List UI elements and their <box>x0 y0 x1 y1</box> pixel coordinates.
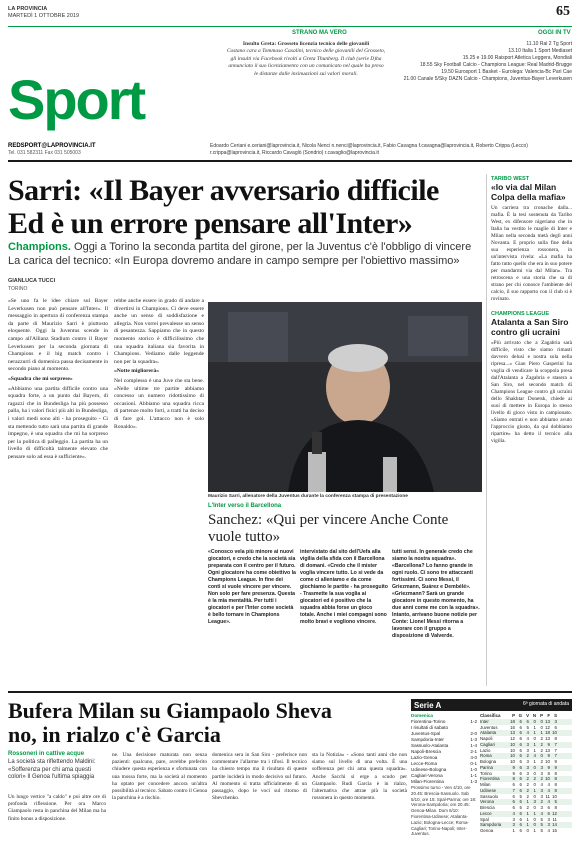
table-cell: 10 <box>545 776 550 782</box>
table-cell: 1 <box>533 747 536 753</box>
table-cell: 0 <box>533 770 536 776</box>
table-cell: 4 <box>526 730 529 736</box>
table-cell: 0 <box>533 816 536 822</box>
tv-list <box>388 41 572 83</box>
contact-tel: Tel. 031 582311 Fax 031 505003 <box>8 150 81 156</box>
main-headline <box>8 174 478 240</box>
match-score: 0-1 <box>470 761 477 766</box>
subheading: «Squadra che mi sorprese» <box>8 375 73 382</box>
table-header-cell: V <box>526 713 529 718</box>
table-cell: 4 <box>547 787 550 793</box>
table-cell: 6 <box>519 718 522 724</box>
paragraph: rebbe anche essere in grado di andare a divertirsi in Champions. Ci deve essere anche un senso di soddisfazione e allegria. Non vorrei prevalesse un senso di pesantezza. Sappiamo che in questo momento storico è difficilissimo che una squadra italiana sia favorita in Champions. Vediamo dalle leggende non per la squadra». <box>114 298 204 365</box>
match-name: Napoli-Brescia <box>411 749 441 754</box>
table-header-cell: S <box>554 713 557 718</box>
table-cell: 6 <box>519 736 522 741</box>
table-cell: 6 <box>512 799 515 805</box>
table-cell: 1 <box>533 759 536 764</box>
table-cell: 3 <box>540 787 543 793</box>
table-cell: 10 <box>552 730 557 736</box>
table-cell: 6 <box>512 793 515 799</box>
table-cell: 6 <box>519 810 522 816</box>
table-cell: 3 <box>526 747 529 753</box>
table-cell: 8 <box>554 776 557 782</box>
sub-lead: Champions. <box>8 241 71 253</box>
table-cell: 3 <box>540 805 543 810</box>
sidebar-tag: CHAMPIONS LEAGUE <box>491 311 550 317</box>
table-cell: 5 <box>519 805 522 810</box>
table-cell: 1 <box>533 828 536 833</box>
table-cell: 2 <box>526 753 529 759</box>
match-score: 1-2 <box>470 719 477 724</box>
sidebar-tag: TARIBO WEST <box>491 176 530 182</box>
team-name: Lazio <box>480 747 491 753</box>
bottom-divider <box>8 691 572 693</box>
table-cell: 3 <box>554 718 557 724</box>
milan-subheadline: La società sta riflettendo Maldini: «Sofferenza per chi ama questi colori» Il Genoa l'ultima spiaggia <box>8 759 96 780</box>
results-list <box>411 713 477 837</box>
team-name: Lecce <box>480 810 492 816</box>
match-name: Udinese-Bologna <box>411 767 447 772</box>
sidebar-title: «Io via dal Milan Colpa della mafia» <box>491 182 566 202</box>
table-cell: 13 <box>545 736 550 741</box>
insulto-title: Insulto Greta: Grosseto licenzia tecnico delle giovanili <box>242 41 370 47</box>
table-cell: 6 <box>519 764 522 770</box>
table-cell: 3 <box>540 770 543 776</box>
table-cell: 1 <box>540 730 543 736</box>
table-cell: 6 <box>512 805 515 810</box>
team-name: Milan <box>480 782 491 787</box>
table-cell: 18 <box>510 718 515 724</box>
team-name: Atalanta <box>480 730 497 736</box>
sub-text: Oggi a Torino la seconda partita del girone, per la Juventus c'è l'obbligo di vincere <box>74 241 472 253</box>
table-cell: 1 <box>526 816 529 822</box>
table-cell: 6 <box>519 776 522 782</box>
table-cell: 6 <box>519 730 522 736</box>
table-cell: 4 <box>533 753 536 759</box>
table-cell: 0 <box>533 764 536 770</box>
match-name: Sassuolo-Atalanta <box>411 743 449 748</box>
tv-item: 19.50 Eurosport 1 Basket - Eurolega: Valencia-Bc Pari Cae <box>441 69 572 75</box>
main-subheadline <box>8 240 478 268</box>
team-name: Udinese <box>480 787 497 793</box>
masthead <box>8 6 79 20</box>
table-cell: 2 <box>526 782 529 787</box>
article-column-1 <box>8 298 108 686</box>
inter-column-1: «Conosco vela più minore ai nuovi giocatori, e credo che la società sia preparata con il centro per il futuro. Ogni giocatore ha come obiettivo la Champions League. In fine dei conti si vuole vincere per vincere. Non solo per fare presenza. Questa è la mia mentalità. Per tutti i giocatori e per l'Inter come società è bello tornare in Champions League». <box>208 549 296 625</box>
table-header-cell: F <box>547 713 550 718</box>
match-score: 2-1 <box>470 749 477 754</box>
table-cell: 7 <box>554 741 557 747</box>
insulto-box <box>226 41 386 78</box>
table-cell: 10 <box>510 747 515 753</box>
table-cell: 5 <box>526 724 529 730</box>
table-cell: 0 <box>526 828 529 833</box>
table-cell: 6 <box>547 810 550 816</box>
sidebar <box>486 174 572 686</box>
contact-email[interactable]: REDSPORT@LAPROVINCIA.IT <box>8 143 96 149</box>
table-cell: 3 <box>526 770 529 776</box>
table-cell: 1 <box>526 799 529 805</box>
table-cell: 9 <box>547 741 550 747</box>
table-cell: 4 <box>547 782 550 787</box>
table-cell: 3 <box>526 741 529 747</box>
match-name: I risultati di sabato <box>411 725 449 730</box>
table-cell: 1 <box>526 810 529 816</box>
table-cell: 2 <box>540 776 543 782</box>
headline-line-2: Ed è un errore pensare all'Inter» <box>8 207 413 240</box>
staff-credits: Edoardo Ceriani e.ceriani@laprovincia.it, Nicola Nenci n.nenci@laprovincia.it, Fabio Cavagna f.cavagna@laprovincia.it, Roberto Crippa (Lecco) r.crippa@laprovincia.it, Riccardo Cavaglò (Sondrio) r.cavaglio@laprovincia.it <box>210 143 528 156</box>
table-cell: 8 <box>554 805 557 810</box>
table-cell: 4 <box>512 810 515 816</box>
tv-item: 13.10 Italia 1 Sport Mediaset <box>508 48 572 54</box>
table-cell: 6 <box>547 805 550 810</box>
dateline: TORINO <box>8 286 28 292</box>
team-name: Genoa <box>480 828 494 833</box>
section-title: Sport <box>8 68 145 131</box>
table-cell: 6 <box>519 828 522 833</box>
match-score: 1-3 <box>470 779 477 784</box>
sidebar-text: «Più arrivato che a Zagabria sarà difficile, visto che siamo rimasti davvero delusi e nostra sola nella ripresa...» Gian Piero Gasperini ha voglia di vendicare la scoppola presa dall'Atalanta a Zagabria e stasera a San Siro, nel secondo match di Champions League contro gli ucraini dello Shakhtar Donetsk, chiede ai suoi di mettere in Europa lo stesso livello di gioco visto in campionato. «Siamo entrati e non abbiamo avuto l'approccio giusto, da qui dobbiamo ripartire» ha detto il tecnico alla vigilia. <box>491 340 572 444</box>
table-cell: 16 <box>510 724 515 730</box>
match-score: 1-4 <box>470 743 477 748</box>
inter-column-3: tutti sensi. In generale credo che siamo la nostra squadra». «Barcellona? Lo fanno grande in ogni ruolo. Ci sono tre attaccanti fortissimi. Ci sono Messi, il Griezmann, Suárez e Dembélé». «Griezmann? Sarà un grande giocatore in questo momento, ha due anni come me con la squadra». Intanto, arrivano buone notizie per Conte: Lionel Messi ritorna a lavorare con il gruppo a disposizione di Valverde. <box>392 549 480 639</box>
table-cell: 0 <box>540 718 543 724</box>
tv-item: 21.00 Canale 5/Sky DAZN Calcio - Champions, Juventus-Bayer Leverkusen <box>403 76 572 82</box>
table-cell: 9 <box>512 770 515 776</box>
table-cell: 8 <box>554 782 557 787</box>
table-cell: 5 <box>540 828 543 833</box>
table-header-cell: Classifica <box>480 713 501 718</box>
sidebar-title: Atalanta a San Siro contro gli ucraini <box>491 317 569 337</box>
table-cell: 12 <box>545 724 550 730</box>
paragraph: «Abbiamo una partita difficile contro una squadra forte, a un punto dal Bayern, di ragazzi che in Bundesliga ha più possesso palla, ha i valori fisici più alti in Bundesliga, i valori medi sono alti - ha proseguito - Ci sta mettendo tutto sarà una partita di grande impegno, è una squadra che mi ha sorpreso per la politica di palleggio. La partita ha un livello di difficoltà talmente elevato che pensare solo ad essa è sufficiente». <box>8 385 108 460</box>
insulto-text: Costano cara a Tommaso Casalini, tecnico delle giovanili del Grosseto, gli insulti via Facebook rivolti a Greta Thunberg. Il club (serie D)ha annunciato il suo licenziamento con un comunicato nel quale ha preso le distanze dalle insinuazioni sui valori morali. <box>226 48 386 77</box>
paper-name: LA PROVINCIA <box>8 6 48 12</box>
table-cell: 9 <box>547 753 550 759</box>
press-conference-image <box>208 302 482 492</box>
table-cell: 4 <box>526 736 529 741</box>
contacts <box>8 143 96 157</box>
table-cell: 8 <box>554 787 557 793</box>
inter-column-2: intervistato dal sito dell'Uefa alla vigilia della sfida con il Barcellona di domani. «Credo che il mister voglia vincere tutto. Lo si vede da come ci alleniamo e da come giochiamo le partite - ha proseguito - Trasmette la sua voglia ai giocatori ed è positivo che la squadra abbia forse un gioco totale. Anche i miei compagni sono molto bravi e vogliono vincere. <box>300 549 388 625</box>
table-header-cell: N <box>532 713 536 718</box>
team-name: Parma <box>480 764 493 770</box>
team-name: Cagliari <box>480 741 495 747</box>
table-cell: 7 <box>512 787 515 793</box>
table-cell: 2 <box>526 776 529 782</box>
table-cell: 2 <box>526 787 529 793</box>
table-cell: 2 <box>540 741 543 747</box>
table-cell: 6 <box>519 799 522 805</box>
team-name: Bologna <box>480 759 497 764</box>
team-name: Brescia <box>480 805 495 810</box>
table-cell: 7 <box>554 753 557 759</box>
table-cell: 6 <box>519 787 522 793</box>
milan-column-2: ne. Una decisione maturata non senza pazienti: qualcuno, pare, avrebbe preferito chiudere questa esperienza e sfortunata con una mossa forte, ma la società al momento ha optato per concedere ancora un'altra possibilità al tecnico. Sabato contro il Genoa la panchina è a rischio. <box>112 752 207 802</box>
table-cell: 8 <box>554 736 557 741</box>
team-name: Sampdoria <box>480 822 502 828</box>
table-cell: 9 <box>547 764 550 770</box>
table-cell: 1 <box>533 730 536 736</box>
table-cell: 0 <box>533 793 536 799</box>
table-cell: 0 <box>533 736 536 741</box>
match-name: Fiorentina-Torino <box>411 719 446 724</box>
inter-tag: L'Inter verso il Barcellona <box>208 503 282 509</box>
table-cell: 18 <box>545 730 550 736</box>
sidebar-text: Un carriera tra cronache dalla... mafia. È la tesi sostenuta da Taribo West, ex difensore nigeriano che in Italia ha vestito le maglie di Inter e Milan nella seconda metà degli anni Novanta. E proprio sulla fine della sua esperienza rossonera, in un'intervista rivela: «La mafia ha fatto tutto quello che era in suo potere per mandarmi via dal Milan». Tra retroscena e una storia che sa di strano per chi conosce l'ambiente del calcio, il suo rapporto con il club si è rovinato. <box>491 205 572 302</box>
table-cell: 4 <box>547 799 550 805</box>
match-score: 1-3 <box>470 737 477 742</box>
table-cell: 2 <box>526 805 529 810</box>
table-cell: 5 <box>540 816 543 822</box>
serie-a-title: Serie A <box>414 701 442 710</box>
table-cell: 13 <box>545 718 550 724</box>
match-name: Juventus-Spal <box>411 731 441 736</box>
subheading: «Notte migliorerà» <box>114 368 160 375</box>
standings-table <box>480 713 572 837</box>
table-cell: 5 <box>519 793 522 799</box>
table-header-cell: G <box>518 713 522 718</box>
match-name: Cagliari-Verona <box>411 773 443 778</box>
table-cell: 3 <box>547 822 550 828</box>
author: GIANLUCA TUCCI <box>8 278 56 284</box>
table-cell: 0 <box>533 718 536 724</box>
table-cell: 6 <box>519 747 522 753</box>
table-cell: 6 <box>519 782 522 787</box>
table-cell: 6 <box>519 741 522 747</box>
table-cell: 1 <box>526 822 529 828</box>
milan-column-3: domenica sera in San Siro - preferisce non commentare l'allarme tra i tifosi. Il tecnico ha chiesto tempo ma il risultato di queste partite inciderà in modo decisivo sul futuro. Al momento si tratta ufficialmente di un passaggio, dopo le voci sul ritorno di Shevchenko. <box>212 752 307 802</box>
team-name: Juventus <box>480 724 498 730</box>
table-cell: 8 <box>554 770 557 776</box>
sub-text-2: La carica del tecnico: «In Europa dovremo andare in campo sempre per l'obiettivo massimo» <box>8 255 460 267</box>
match-name: Lazio-Genoa <box>411 755 438 760</box>
table-cell: 0 <box>540 724 543 730</box>
table-cell: 15 <box>552 828 557 833</box>
milan-column-1: Un lungo vertice "a caldo" e poi altre ore di profonda riflessione. Per ora Marco Giampaolo resta in panchina del Milan ma ha finito bonus a disposizione. <box>8 794 106 822</box>
table-cell: 0 <box>540 753 543 759</box>
team-name: Fiorentina <box>480 776 500 782</box>
tv-item: 15.25 e 19.00 Raisport Atletica Leggera, Mondiali <box>462 55 572 61</box>
serie-a-header <box>411 699 572 711</box>
table-cell: 11 <box>552 816 557 822</box>
table-cell: 4 <box>540 782 543 787</box>
table-cell: 2 <box>540 759 543 764</box>
serie-a-box <box>411 699 572 845</box>
match-score: 2-0 <box>470 731 477 736</box>
team-name: Napoli <box>480 736 493 741</box>
table-cell: 6 <box>519 753 522 759</box>
table-cell: 6 <box>519 759 522 764</box>
table-cell: 1 <box>533 724 536 730</box>
sarri-photo <box>208 302 482 492</box>
table-cell: 12 <box>510 736 515 741</box>
team-name: Roma <box>480 753 492 759</box>
article-column-2 <box>114 298 204 686</box>
table-cell: 1 <box>512 828 515 833</box>
tv-item: 11.10 Rai 2 Tg Sport <box>526 41 572 47</box>
headline-line-1: Sarri: «Il Bayer avversario difficile <box>8 174 439 207</box>
table-cell: 6 <box>554 724 557 730</box>
match-name: Lecce-Roma <box>411 761 438 766</box>
table-cell: 4 <box>540 810 543 816</box>
table-cell: 6 <box>512 782 515 787</box>
table-cell: 3 <box>526 764 529 770</box>
table-header-cell: P <box>540 713 543 718</box>
table-cell: 3 <box>512 816 515 822</box>
team-name: Spal <box>480 816 489 822</box>
table-cell: 10 <box>510 753 515 759</box>
table-header-cell: P <box>512 713 515 718</box>
team-name: Torino <box>480 770 492 776</box>
milan-headline: Bufera Milan su Giampaolo Sheva no, in rialzo c'è Garcia <box>8 698 332 747</box>
table-cell: 3 <box>533 799 536 805</box>
table-cell: 0 <box>533 782 536 787</box>
table-cell: 6 <box>519 770 522 776</box>
table-cell: 2 <box>526 793 529 799</box>
serie-a-round: 6ª giornata di andata <box>522 701 569 707</box>
table-cell: 9 <box>512 764 515 770</box>
results-heading: Domenica <box>411 713 433 718</box>
header-divider <box>8 26 572 27</box>
table-cell: 0 <box>533 805 536 810</box>
table-cell: 3 <box>540 764 543 770</box>
issue-date: MARTEDÌ 1 OTTOBRE 2019 <box>8 13 80 19</box>
table-cell: 10 <box>510 759 515 764</box>
match-score: 4-0 <box>470 755 477 760</box>
table-row <box>480 828 572 834</box>
table-cell: 10 <box>545 759 550 764</box>
table-cell: 10 <box>552 793 557 799</box>
inter-headline: Sanchez: «Qui per vincere Anche Conte vuole tutto» <box>208 512 449 545</box>
milan-tag: Rossoneri in cattive acque <box>8 751 85 757</box>
table-cell: 7 <box>554 747 557 753</box>
table-cell: 2 <box>540 736 543 741</box>
table-cell: 6 <box>519 724 522 730</box>
match-name: Milan-Fiorentina <box>411 779 444 784</box>
table-cell: 13 <box>510 730 515 736</box>
match-name: Sampdoria-Inter <box>411 737 444 742</box>
oggi-tag: OGGI IN TV <box>538 30 571 36</box>
table-cell: 5 <box>554 799 557 805</box>
table-cell: 8 <box>512 776 515 782</box>
table-cell: 9 <box>554 759 557 764</box>
table-cell: 9 <box>554 764 557 770</box>
match-score: 1-1 <box>470 773 477 778</box>
match-score: 1-0 <box>470 767 477 772</box>
credits-divider <box>8 160 572 162</box>
photo-caption: Maurizio Sarri, allenatore della Juventus durante la conferenza stampa di presentazione <box>208 494 408 499</box>
table-cell: 10 <box>510 741 515 747</box>
team-name: Sassuolo <box>480 793 499 799</box>
table-cell: 1 <box>533 741 536 747</box>
table-cell: 0 <box>533 822 536 828</box>
table-cell: 5 <box>540 822 543 828</box>
table-cell: 13 <box>545 747 550 753</box>
tv-item: 18.55 Sky Football Calcio - Champions League: Real Madrid-Brugge <box>419 62 572 68</box>
table-cell: 14 <box>552 822 557 828</box>
strano-tag: STRANO MA VERO <box>292 30 347 36</box>
table-cell: 6 <box>526 718 529 724</box>
table-cell: 3 <box>526 759 529 764</box>
table-cell: 2 <box>540 799 543 805</box>
team-name: Verona <box>480 799 494 805</box>
table-cell: 11 <box>545 793 550 799</box>
table-cell: 1 <box>533 787 536 793</box>
team-name: Inter <box>480 718 489 724</box>
table-cell: 6 <box>519 816 522 822</box>
table-cell: 1 <box>533 810 536 816</box>
table-cell: 4 <box>547 828 550 833</box>
table-cell: 3 <box>547 816 550 822</box>
table-cell: 12 <box>552 810 557 816</box>
table-cell: 6 <box>519 822 522 828</box>
table-cell: 2 <box>533 776 536 782</box>
table-cell: 2 <box>540 747 543 753</box>
milan-column-4: sta la Notizia» - «Sono tanti anni che non siamo sul livello di una volta. È una sofferenza per chi ama questa squadra». Anche Sacchi si erge a scudo per Giampaolo. Rudi Garcia è in rialzo, l'alternativa che attrae più la società rossonera in questo momento. <box>312 752 407 802</box>
paragraph: «Se uno fa le idee chiare sul Bayer Leverkusen non può pensare all'Inter». Il messaggio in apertura di conferenza stampa da parte di Maurizio Sarri è piuttosto eloquente. Oggi la Juventus scende in campo all'Allianz Stadium contro il Bayer Leverkusen per la seconda giornata di Champions e il big match contro i nerazzurri di domenica passa decisamente in secondo piano al momento. <box>8 298 108 373</box>
paragraph: Nel complesso è una Juve che sta bene. «Nelle ultime tre partite abbiamo concesso un numero ridottissimo di occasioni. Abbiamo una squadra ricca di partenze molto forti, a tratti ha deciso di fare gol. L'attacco non è solo Ronaldo». <box>114 377 204 430</box>
table-cell: 3 <box>540 793 543 799</box>
table-cell: 8 <box>547 770 550 776</box>
page-number: 65 <box>556 4 570 19</box>
table-cell: 3 <box>512 822 515 828</box>
next-round: Prossimo turno - Ven 4/10, ore 20.45: Brescia-Sassuolo. Sab 5/10, ore 15: Spal-Parma; ore 18: Verona-Sampdoria; ore 20.45: Genoa-Milan. Dom 6/10: Fiorentina-Udinese; Atalanta-Lazio; Bologna-Lecce; Roma-Cagliari; Torino-Napoli; Inter-Juventus. <box>411 785 477 837</box>
